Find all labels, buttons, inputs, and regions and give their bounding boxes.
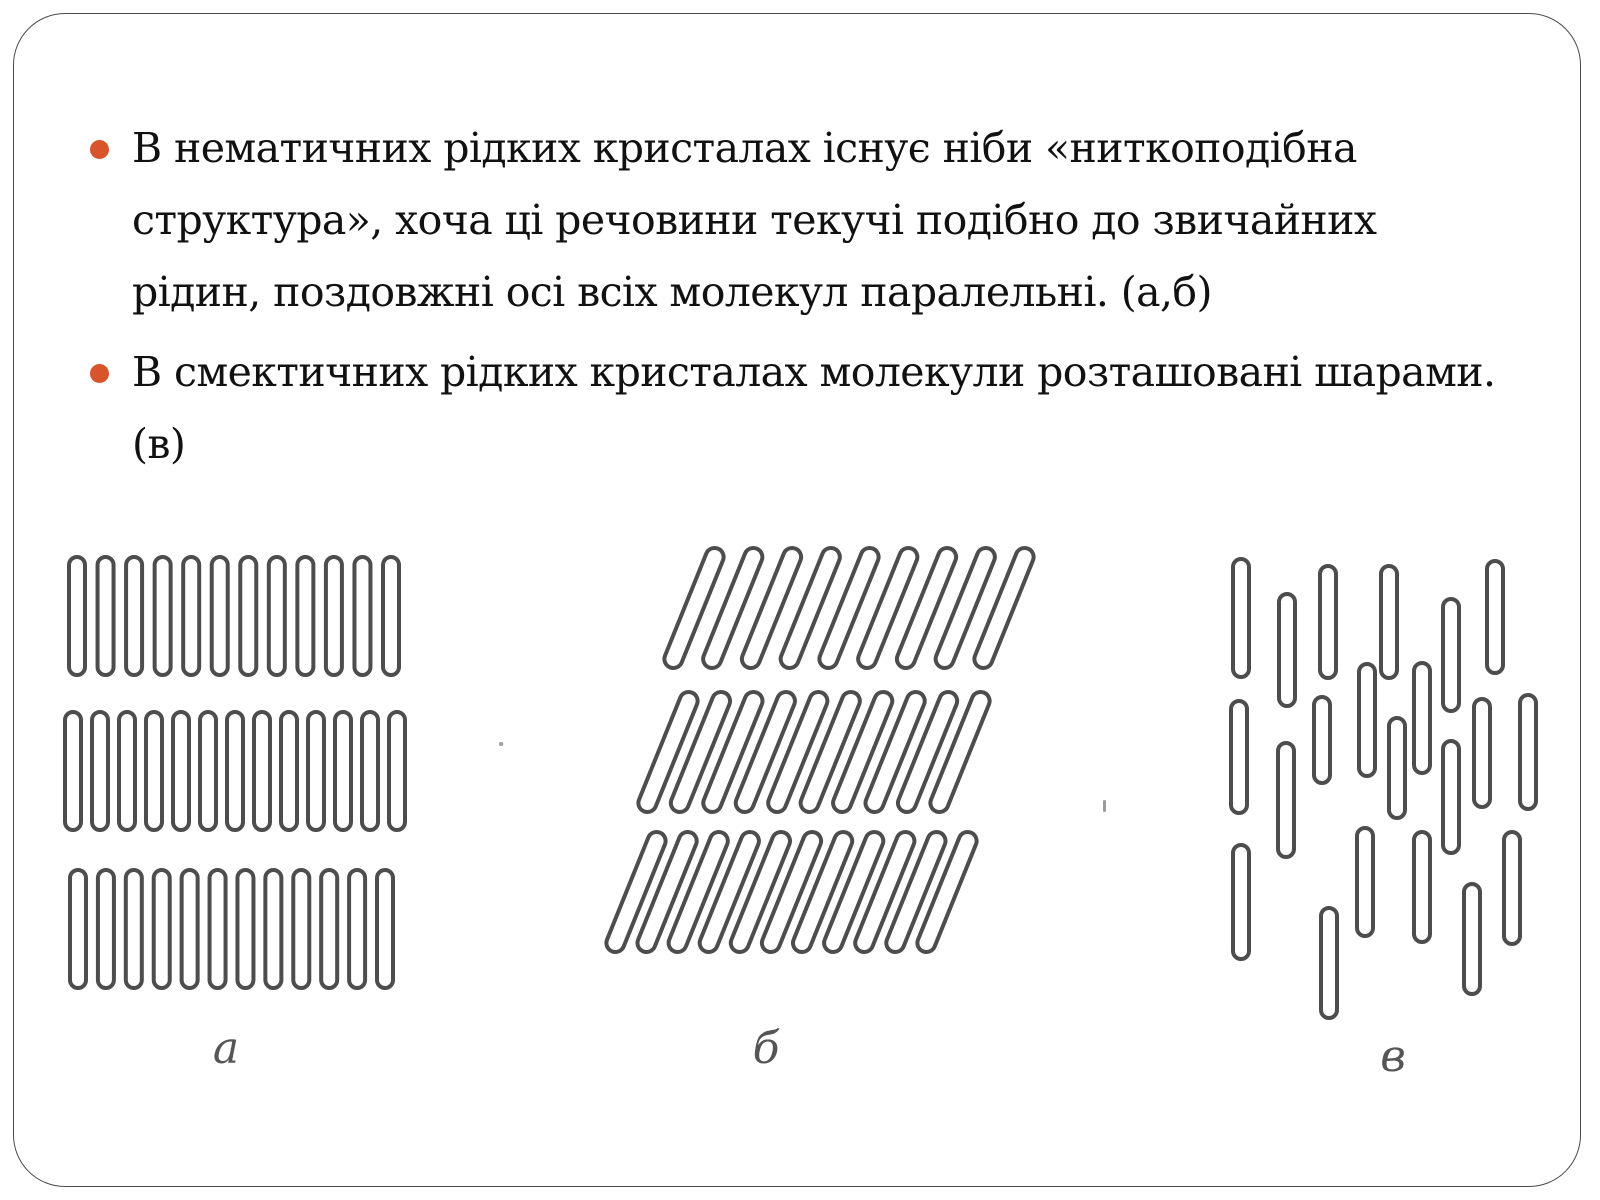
bullet-item-smectic — [86, 336, 1506, 480]
caption-a: а — [212, 1023, 240, 1074]
bullet-text-nematic: В нематичних рідких кристалах існує ніби «ниткоподібна структура», хоча ці речовини текучі подібно до звичайних рідин, поздовжні осі всіх молекул паралельні. (а,б) — [132, 124, 1377, 316]
caption-b: б — [752, 1023, 780, 1074]
bullet-list — [86, 112, 1506, 488]
bullet-item-nematic — [86, 112, 1506, 328]
bullet-dot-icon — [90, 140, 109, 159]
caption-c: в — [1380, 1031, 1406, 1082]
bullet-dot-icon — [90, 364, 109, 383]
bullet-text-smectic: В смектичних рідких кристалах молекули розташовані шарами.(в) — [132, 348, 1496, 468]
